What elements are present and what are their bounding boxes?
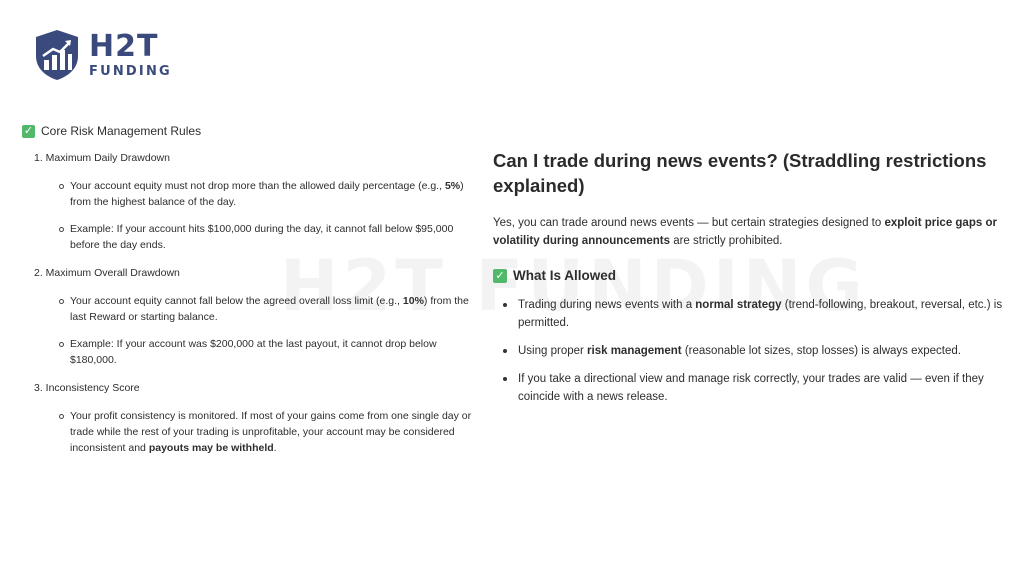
list-item: Your account equity cannot fall below the agreed overall loss limit (e.g., 10%) from the last Reward or starting balance.: [70, 293, 482, 325]
rule-title: 2. Maximum Overall Drawdown: [34, 267, 180, 279]
list-item: Example: If your account was $200,000 at the last payout, it cannot drop below $180,000.: [70, 336, 482, 368]
rule-list: [22, 408, 482, 456]
shield-chart-icon: [33, 28, 81, 82]
left-column: [22, 124, 482, 470]
right-column: [493, 148, 1013, 416]
core-rules-heading: [22, 124, 482, 138]
allowed-list: [493, 296, 1013, 406]
list-item: Your account equity must not drop more than the allowed daily percentage (e.g., 5%) from the highest balance of the day.: [70, 178, 482, 210]
list-item: Your profit consistency is monitored. If most of your gains come from one single day or trade while the rest of your trading is unprofitable, your account may be considered inconsistent and payouts may be withheld.: [70, 408, 482, 456]
rule-list: [22, 293, 482, 368]
checkmark-box-icon: ✓: [493, 269, 507, 283]
allowed-title: What Is Allowed: [513, 268, 617, 283]
list-item: Using proper risk management (reasonable lot sizes, stop losses) is always expected.: [518, 342, 1013, 360]
allowed-heading: [493, 268, 1013, 283]
list-item: Trading during news events with a normal strategy (trend-following, breakout, reversal, etc.) is permitted.: [518, 296, 1013, 332]
rule-title: 1. Maximum Daily Drawdown: [34, 152, 170, 164]
list-item: If you take a directional view and manage risk correctly, your trades are valid — even if they coincide with a news release.: [518, 370, 1013, 406]
rule-title: 3. Inconsistency Score: [34, 382, 140, 394]
checkmark-box-icon: ✓: [23, 124, 34, 137]
intro-paragraph: Yes, you can trade around news events — but certain strategies designed to exploit price gaps or volatility during announcements are strictly prohibited.: [493, 217, 997, 247]
core-rules-title: Core Risk Management Rules: [41, 124, 202, 138]
brand-name: H2T: [89, 29, 159, 64]
brand-logo: [33, 28, 172, 82]
news-events-heading: Can I trade during news events? (Straddling restrictions explained): [493, 150, 987, 196]
list-item: Example: If your account hits $100,000 during the day, it cannot fall below $95,000 before the day ends.: [70, 221, 482, 253]
brand-tagline: FUNDING: [89, 64, 172, 79]
rule-list: [22, 178, 482, 253]
